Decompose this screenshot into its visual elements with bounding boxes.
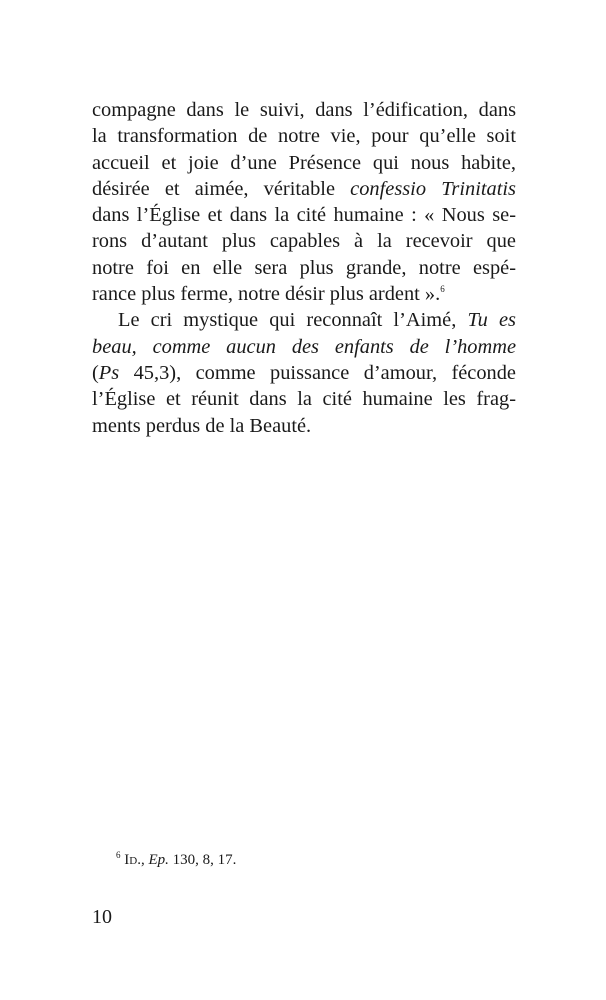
- text-line: l’Église et réunit dans la cité humaine les frag-: [92, 388, 516, 411]
- footnote-reference-text: 130, 8, 17.: [168, 852, 237, 868]
- quotation: Tu es: [467, 309, 516, 332]
- text-line: [92, 281, 516, 307]
- text-line: dans l’Église et dans la cité humaine : « Nous se-: [92, 204, 516, 227]
- text-line: ments perdus de la Beauté.: [92, 414, 312, 437]
- quotation-line: beau, comme aucun des enfants de l’homme: [92, 335, 516, 358]
- text-line: accueil et joie d’une Présence qui nous habite,: [92, 151, 516, 174]
- page-number: 10: [92, 906, 112, 928]
- footnote-number: 6: [116, 850, 121, 860]
- paragraph-1: [92, 97, 516, 307]
- body-text: [92, 97, 516, 439]
- text-line: [92, 176, 516, 202]
- footnote-author: Id.: [124, 852, 141, 868]
- footnote-reference[interactable]: 6: [440, 284, 445, 295]
- footnote-work: Ep.: [148, 852, 169, 868]
- latin-phrase: confessio Trinitatis: [350, 177, 516, 200]
- paragraph-2: [92, 307, 516, 438]
- text-line: [92, 307, 516, 333]
- text-run: Le cri mystique qui reconnaît l’Aimé,: [118, 309, 468, 332]
- text-run: 45,3), comme puissance d’amour, féconde: [119, 361, 516, 384]
- text-run: désirée et aimée, véritable: [92, 177, 351, 200]
- text-run: (: [92, 361, 99, 384]
- psalm-abbreviation: Ps: [98, 361, 120, 384]
- text-line: compagne dans le suivi, dans l’édification, dans: [92, 99, 516, 121]
- text-run: rance plus ferme, notre désir plus ardent ».: [92, 283, 441, 306]
- footnote-separator: ,: [140, 852, 149, 868]
- text-line: la transformation de notre vie, pour qu’elle soit: [92, 125, 516, 148]
- footnote: [116, 851, 236, 869]
- text-line: rons d’autant plus capables à la recevoir que: [92, 230, 516, 253]
- text-line: [92, 360, 516, 386]
- text-line: notre foi en elle sera plus grande, notre espé-: [92, 256, 516, 279]
